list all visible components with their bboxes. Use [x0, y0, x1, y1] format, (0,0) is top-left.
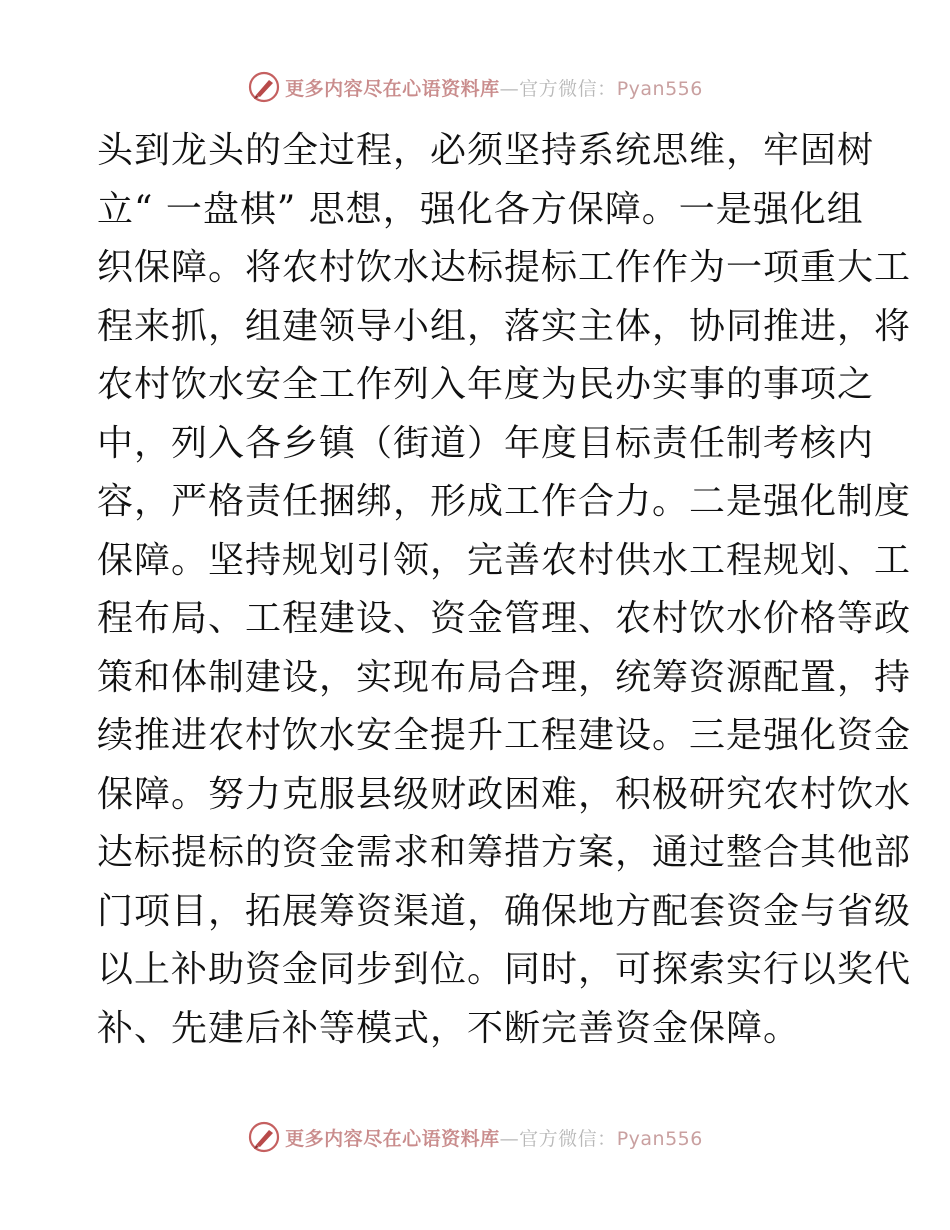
text-line: 保障。努力克服县级财政困难，积极研究农村饮水 [97, 773, 912, 815]
text-line: 以上补助资金同步到位。同时，可探索实行以奖代 [97, 949, 912, 990]
text-line: 立“ 一盘棋” 思想，强化各方保障。一是强化组 [97, 188, 864, 230]
text-line: 程布局、工程建设、资金管理、农村饮水价格等政 [97, 598, 912, 639]
text-line: 程来抓，组建领导小组，落实主体，协同推进，将 [97, 305, 912, 347]
pen-nib-logo-icon [247, 70, 281, 104]
banner-wechat-id: Pyan556 [616, 1127, 703, 1150]
text-line: 头到龙头的全过程，必须坚持系统思维，牢固树 [97, 130, 875, 171]
text-line: 织保障。将农村饮水达标提标工作作为一项重大工 [97, 247, 912, 288]
document-body [97, 122, 912, 1058]
banner-wechat-label: 官方微信： [519, 77, 617, 100]
text-line: 补、先建后补等模式，不断完善资金保障。 [97, 1007, 801, 1049]
text-line: 容，严格责任捆绑，形成工作合力。二是强化制度 [97, 481, 912, 522]
banner-dash: — [499, 1127, 520, 1150]
text-line: 农村饮水安全工作列入年度为民办实事的事项之 [97, 364, 875, 405]
text-line: 续推进农村饮水安全提升工程建设。三是强化资金 [97, 715, 912, 756]
banner-brand: 更多内容尽在心语资料库 [285, 1127, 500, 1150]
banner-brand: 更多内容尽在心语资料库 [285, 77, 500, 100]
header-banner [0, 70, 950, 104]
banner-wechat-id: Pyan556 [616, 77, 703, 100]
text-line: 策和体制建设，实现布局合理，统筹资源配置，持 [97, 656, 912, 698]
banner-wechat-label: 官方微信： [519, 1127, 617, 1150]
text-line: 达标提标的资金需求和筹措方案，通过整合其他部 [97, 832, 912, 873]
banner-text [285, 1124, 703, 1151]
footer-banner [0, 1120, 950, 1154]
banner-dash: — [499, 77, 520, 100]
pen-nib-logo-icon [247, 1120, 281, 1154]
banner-text [285, 74, 703, 101]
text-line: 门项目，拓展筹资渠道，确保地方配套资金与省级 [97, 890, 912, 932]
text-line: 中，列入各乡镇（街道）年度目标责任制考核内 [97, 422, 875, 464]
text-line: 保障。坚持规划引领，完善农村供水工程规划、工 [97, 539, 912, 581]
